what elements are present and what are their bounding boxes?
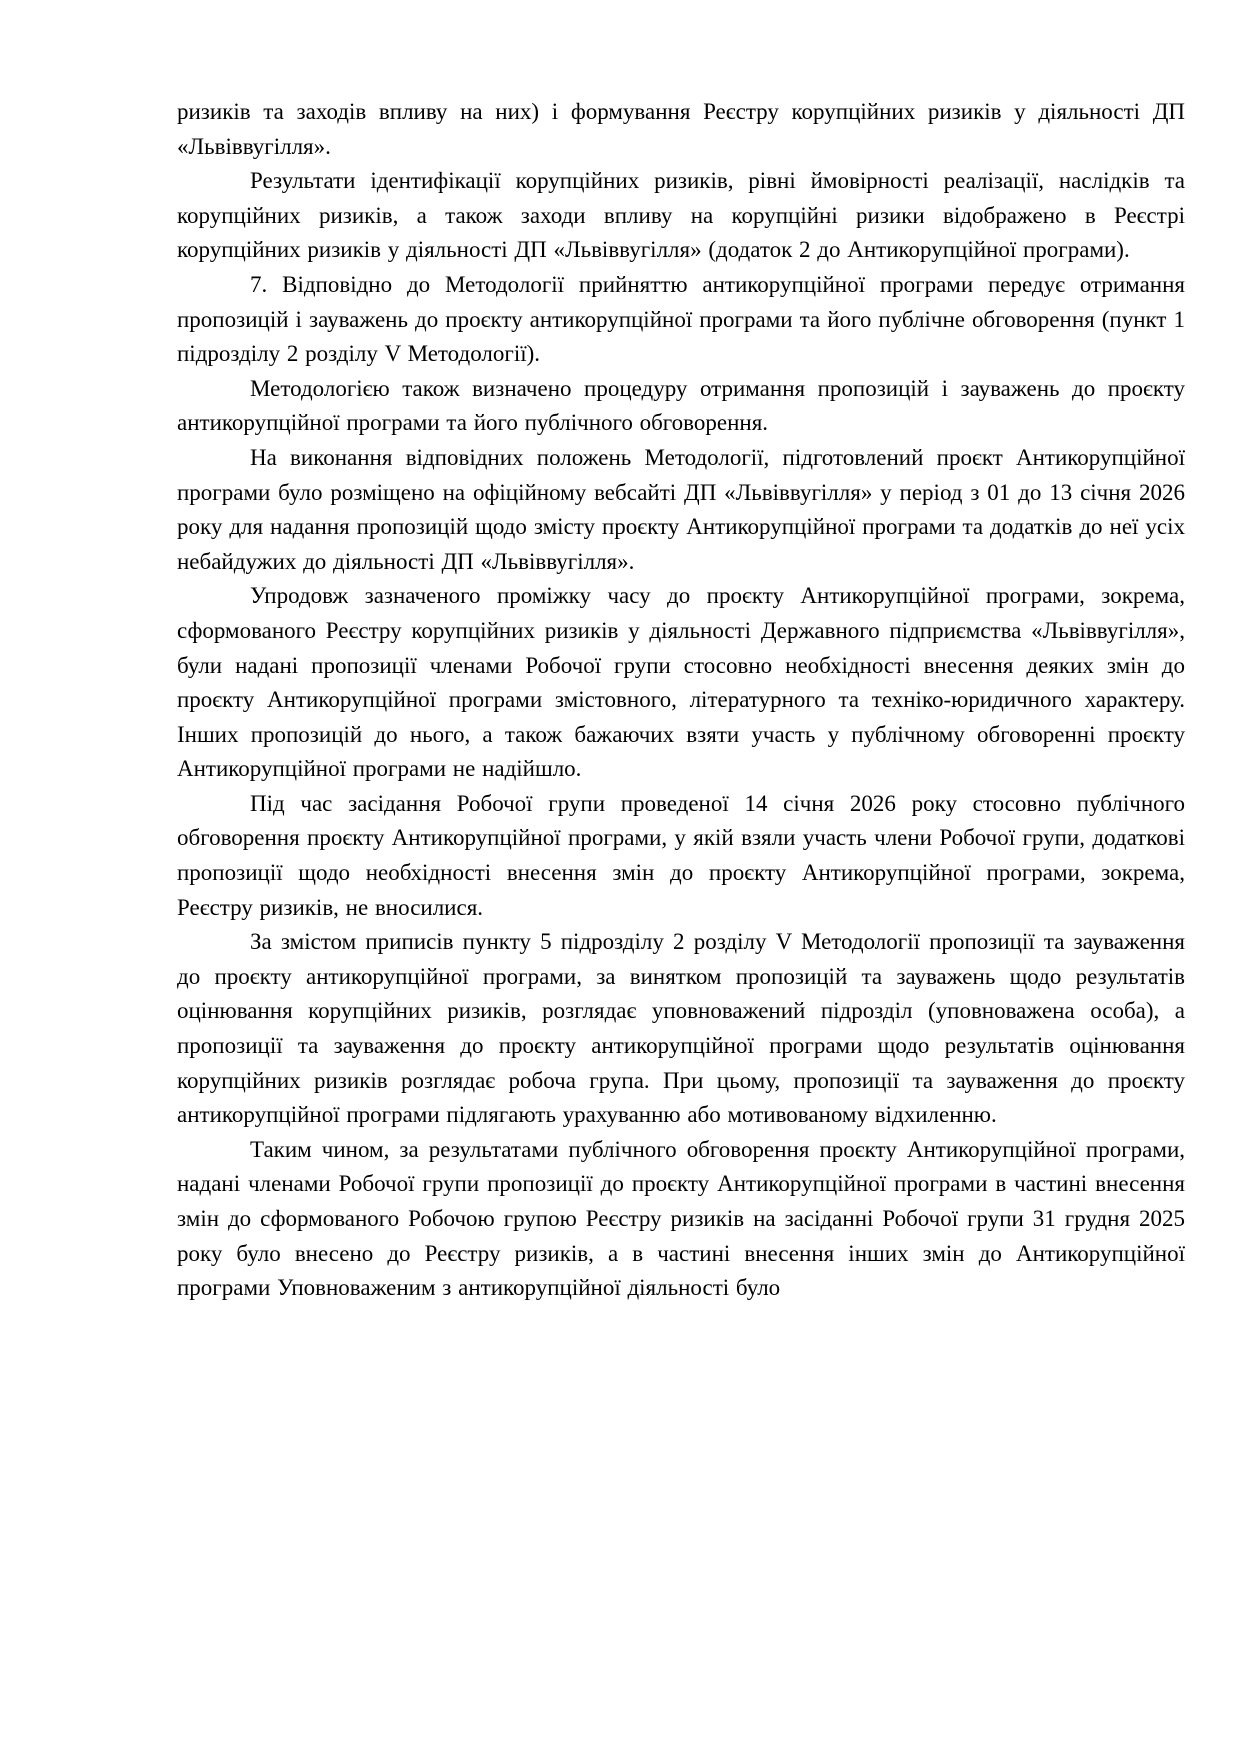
paragraph: Під час засідання Робочої групи проведеної 14 січня 2026 року стосовно публічного обговорення проєкту Антикорупційної програми, у якій взяли участь члени Робочої групи, додаткові пропозиції щодо необхідності внесення змін до проєкту Антикорупційної програми, зокрема, Реєстру ризиків, не вносилися. <box>177 790 1185 920</box>
paragraph: Таким чином, за результатами публічного обговорення проєкту Антикорупційної програми, надані членами Робочої групи пропозиції до проєкту Антикорупційної програми в частині внесення змін до сформованого Робочою групою Реєстру ризиків на засіданні Робочої групи 31 грудня 2025 року було внесено до Реєстру ризиків, а в частині внесення інших змін до Антикорупційної програми Уповноваженим з антикорупційної діяльності було <box>177 1136 1185 1301</box>
paragraph: Результати ідентифікації корупційних ризиків, рівні ймовірності реалізації, наслідків та корупційних ризиків, а також заходи впливу на корупційні ризики відображено в Реєстрі корупційних ризиків у діяльності ДП «Львіввугілля» (додаток 2 до Антикорупційної програми). <box>177 168 1185 263</box>
paragraph: Упродовж зазначеного проміжку часу до проєкту Антикорупційної програми, зокрема, сформованого Реєстру корупційних ризиків у діяльності Державного підприємства «Львіввугілля», були надані пропозиції членами Робочої групи стосовно необхідності внесення деяких змін до проєкту Антикорупційної програми змістовного, літературного та техніко-юридичного характеру. Інших пропозицій до нього, а також бажаючих взяти участь у публічному обговоренні проєкту Антикорупційної програми не надійшло. <box>177 583 1185 782</box>
paragraph: За змістом приписів пункту 5 підрозділу 2 розділу V Методології пропозиції та зауваження до проєкту антикорупційної програми, за винятком пропозицій та зауважень щодо результатів оцінювання корупційних ризиків, розглядає уповноважений підрозділ (уповноважена особа), а пропозиції та зауваження до проєкту антикорупційної програми щодо результатів оцінювання корупційних ризиків розглядає робоча група. При цьому, пропозиції та зауваження до проєкту антикорупційної програми підлягають урахуванню або мотивованому відхиленню. <box>177 929 1185 1128</box>
paragraph: На виконання відповідних положень Методології, підготовлений проєкт Антикорупційної програми було розміщено на офіційному вебсайті ДП «Львіввугілля» у період з 01 до 13 січня 2026 року для надання пропозицій щодо змісту проєкту Антикорупційної програми та додатків до неї усіх небайдужих до діяльності ДП «Львіввугілля». <box>177 444 1185 574</box>
paragraph-continuation: ризиків та заходів впливу на них) і формування Реєстру корупційних ризиків у діяльності ДП «Львіввугілля». <box>177 99 1185 159</box>
document-text-block <box>177 95 1185 1306</box>
paragraph: Методологією також визначено процедуру отримання пропозицій і зауважень до проєкту антикорупційної програми та його публічного обговорення. <box>177 375 1185 436</box>
paragraph: 7. Відповідно до Методології прийняттю антикорупційної програми передує отримання пропозицій і зауважень до проєкту антикорупційної програми та його публічне обговорення (пункт 1 підрозділу 2 розділу V Методології). <box>177 271 1185 367</box>
